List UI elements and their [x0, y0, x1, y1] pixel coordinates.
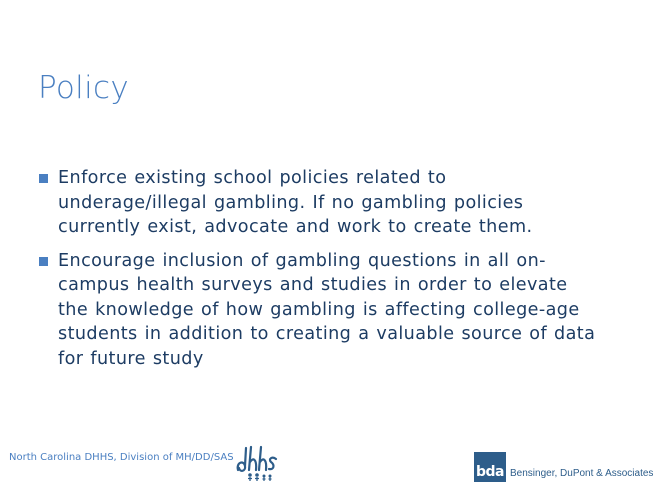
bda-logo	[474, 452, 653, 482]
dhhs-logo-icon	[234, 440, 284, 482]
square-bullet-icon	[39, 174, 48, 183]
slide-title: Policy	[38, 70, 129, 106]
bda-company-name: Bensinger, DuPont & Associates	[510, 468, 653, 479]
bullet-text: Encourage inclusion of gambling questions in all on-campus health surveys and studies in order to elevate the knowledge of how gambling is affecting college-age students in addition to creating a valuable source of data for future study	[58, 250, 596, 369]
bullet-item	[39, 249, 599, 372]
bda-logo-mark: bda	[474, 452, 506, 482]
bullet-item	[39, 166, 599, 240]
bullet-list	[39, 166, 599, 380]
bullet-text: Enforce existing school policies related to underage/illegal gambling. If no gambling policies currently exist, advocate and work to create them.	[58, 168, 533, 237]
square-bullet-icon	[39, 257, 48, 266]
footer-organization: North Carolina DHHS, Division of MH/DD/SAS	[9, 452, 234, 463]
